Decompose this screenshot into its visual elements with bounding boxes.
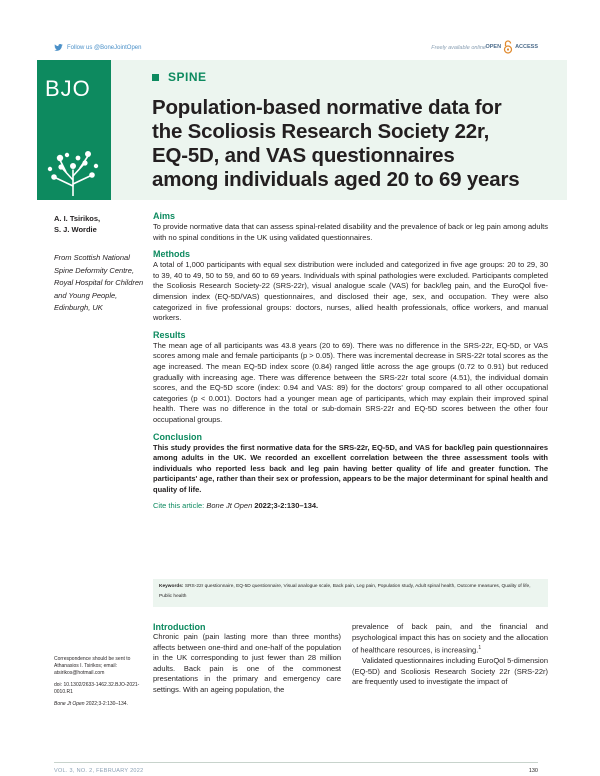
open-access-badge [485, 40, 538, 54]
author: S. J. Wordie [54, 225, 97, 234]
affiliation: From Scottish National Spine Deformity Centre, Royal Hospital for Children and Young People, Edinburgh, UK [54, 253, 144, 312]
open-access-lock-icon [503, 40, 513, 54]
footer-volume: VOL. 3, NO. 2, FEBRUARY 2022 [54, 768, 144, 774]
intro-col2-text-b: Validated questionnaires including EuroQol 5-dimension (EQ-5D) and Scoliosis Research Society 22r (SRS-22r) are frequently used to investigate the impact of [352, 656, 548, 687]
freely-available: Freely available online [431, 45, 486, 51]
article-title: Population-based normative data for the Scoliosis Research Society 22r, EQ-5D, and VAS questionnaires among individuals aged 20 to 69 years [152, 96, 520, 191]
cite-year-vol: 2022;3-2:130–134. [254, 501, 319, 511]
abstract [153, 211, 548, 510]
cite-article [153, 501, 548, 510]
journal-logo [37, 60, 111, 200]
results-heading: Results [153, 329, 186, 340]
keywords-text: SRS-22r questionnaire, EQ-5D questionnaire, Visual analogue scale, Back pain, Leg pain, Population study, Adult spinal health, Outcome measures, Quality of life, Public health [159, 584, 531, 599]
oa-access: ACCESS [515, 44, 538, 50]
journal-ref-vol: 2022;3-2:130–134. [85, 701, 128, 707]
logo-text: BJO [45, 76, 91, 101]
methods-text: A total of 1,000 participants with equal sex distribution were included and categorized in five age groups: 20 to 29, 30 to 39, 40 to 49, 50 to 59, and 60 to 69 years. Individuals with spinal pathologies were excluded. Participants completed the Scoliosis Research Society-22 (SRS-22r), visual analogue scale (VAS) for back/leg pain, and the EuroQol five-dimension index (EQ-5D/VAS) questionnaires, and disclosed their age, sex, and occupation. They were also categorized in five professional groups: doctors, nurses, allied health professionals, office workers, and manual workers. [153, 260, 548, 323]
section-label [152, 70, 207, 84]
keywords-box [153, 579, 548, 607]
cite-label: Cite this article: [153, 501, 205, 511]
top-bar [54, 44, 538, 58]
page-number: 130 [528, 768, 538, 774]
journal-ref-name: Bone Jt Open [54, 701, 85, 707]
author: A. I. Tsirikos, [54, 214, 101, 223]
intro-col2 [352, 622, 548, 688]
intro-col2-para1 [352, 622, 548, 656]
correspondence-sent: Correspondence should be sent to Athanasios I. Tsirikos; email: atsirikos@hotmail.com [54, 656, 131, 676]
conclusion-heading: Conclusion [153, 431, 202, 442]
intro-col1: Chronic pain (pain lasting more than three months) affects between one-third and one-half of the population in the UK corresponding to just fewer than 28 million adults. Back pain is one of the commonest presentations in the primary and emergency care settings. With an ageing population, the [153, 632, 341, 694]
conclusion-text: This study provides the first normative data for the SRS-22r, EQ-5D, and VAS for back/leg pain questionnaires among adults in the UK. We recorded an excellent correlation between the three assessment tools with individuals who reported less back and leg pain having better quality of life and greater function. The participants' age, rather than their sex or profession, appears to be the major determinant for spinal health and quality of life. [153, 442, 548, 494]
intro-col2-text-a: prevalence of back pain, and the financial and psychological impact this has on society and the allocation of healthcare resources, is increasing. [352, 622, 548, 655]
authors [54, 213, 100, 235]
introduction-heading: Introduction [153, 622, 206, 632]
aims-heading: Aims [153, 211, 176, 221]
twitter-link[interactable] [54, 44, 141, 51]
correspondence [54, 656, 146, 713]
doi: doi: 10.1302/2633-1462.32.BJO-2021-0010.R1 [54, 682, 140, 695]
twitter-handle: Follow us @BoneJointOpen [67, 44, 142, 51]
section-name: SPINE [168, 70, 207, 84]
oa-open: OPEN [485, 44, 502, 50]
keywords-label: Keywords: [159, 584, 184, 589]
cite-journal: Bone Jt Open [206, 501, 253, 511]
citation-sup: 1 [478, 645, 482, 652]
results-text: The mean age of all participants was 43.8 years (20 to 69). There was no difference in the SRS-22r, EQ-5D, or VAS scores among male and female participants (p > 0.05). There was incremental decrease in SRS-22r total scores as the age increased. The mean EQ-5D index score (0.84) ranged little across the age groups (0.72 to 0.91) but reduced gradually with increasing age. There was difference between the SRS-22r total score (4.51), the individual domain scores, and the EQ-5D score (index: 0.94 and VAS: 89) for the doctors' group compared to all other occupational categories (p < 0.001). Doctors had a younger mean age of participants, which may explain their improved spinal health. There was no difference in the total or sub-domain SRS-22r and EQ-5D scores between the other four occupational groups. [153, 340, 548, 424]
section-square-icon [152, 74, 159, 81]
methods-heading: Methods [153, 249, 190, 260]
twitter-icon [54, 44, 63, 51]
tree-logo-icon [44, 148, 102, 196]
aims-text: To provide normative data that can assess spinal-related disability and the prevalence of back or leg pain among adults with no spinal conditions in the UK using validated questionnaires. [153, 222, 548, 242]
journal-ref [54, 701, 146, 708]
footer-divider [54, 762, 538, 763]
